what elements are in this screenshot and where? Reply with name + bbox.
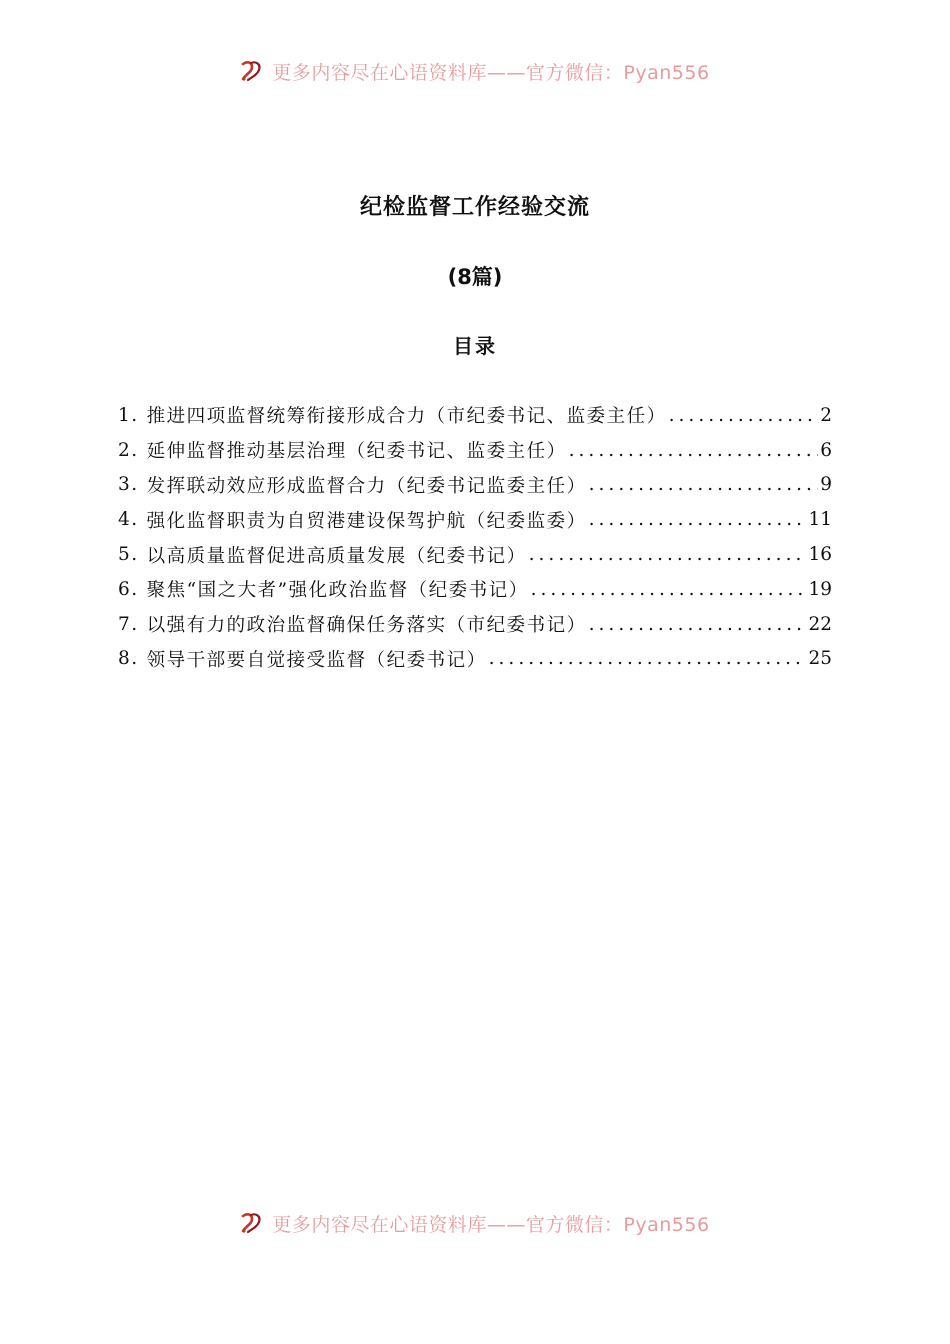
toc-dot-leader [489,648,807,669]
document-subtitle: (8篇) [447,265,503,289]
document-title: 纪检监督工作经验交流 [359,195,590,220]
watermark-text: 更多内容尽在心语资料库——官方微信：Pyan556 [272,1213,710,1236]
toc-entry[interactable] [118,642,832,677]
toc-dot-leader [529,544,807,565]
toc-entry-page: 6 [820,439,832,461]
toc-entry-page: 16 [808,544,832,566]
toc-heading: 目录 [453,334,497,358]
toc-entry[interactable] [118,572,832,607]
toc-entry[interactable] [118,502,832,537]
toc-dot-leader [589,474,819,495]
toc-entry-number: 5. [118,544,139,566]
table-of-contents [118,398,832,676]
brand-logo-icon [240,1212,264,1234]
toc-entry-number: 7. [118,613,139,635]
toc-entry-title: 发挥联动效应形成监督合力（纪委书记监委主任） [146,475,587,497]
toc-entry[interactable] [118,468,832,503]
toc-entry-title: 强化监督职责为自贸港建设保驾护航（纪委监委） [146,510,587,532]
toc-dot-leader [669,405,819,426]
toc-entry[interactable] [118,398,832,433]
toc-entry-page: 11 [808,509,832,531]
toc-entry-title: 推进四项监督统筹衔接形成合力（市纪委书记、监委主任） [146,406,667,428]
brand-logo-icon [240,60,264,82]
toc-entry-title: 以高质量监督促进高质量发展（纪委书记） [146,545,527,567]
watermark-text: 更多内容尽在心语资料库——官方微信：Pyan556 [272,61,710,84]
toc-entry[interactable] [118,537,832,572]
toc-dot-leader [589,614,807,635]
toc-entry-page: 2 [820,404,832,426]
toc-entry-title: 延伸监督推动基层治理（纪委书记、监委主任） [146,441,567,463]
toc-entry-page: 9 [820,474,832,496]
toc-entry-title: 领导干部要自觉接受监督（纪委书记） [146,649,487,671]
toc-dot-leader [589,509,807,530]
toc-entry-number: 8. [118,648,139,670]
toc-entry-title: 聚焦“国之大者”强化政治监督（纪委书记） [146,580,529,602]
toc-entry-page: 22 [808,613,832,635]
toc-entry-number: 6. [118,578,139,600]
footer-watermark [0,1208,950,1238]
toc-dot-leader [531,579,807,600]
toc-entry-title: 以强有力的政治监督确保任务落实（市纪委书记） [146,615,587,637]
header-watermark [0,56,950,86]
toc-entry-number: 3. [118,474,139,496]
toc-entry-page: 19 [808,578,832,600]
toc-entry-page: 25 [808,648,832,670]
toc-entry-number: 4. [118,509,139,531]
toc-entry-number: 2. [118,439,139,461]
toc-entry-number: 1. [118,404,139,426]
toc-entry[interactable] [118,607,832,642]
toc-entry[interactable] [118,433,832,468]
toc-dot-leader [569,440,819,461]
